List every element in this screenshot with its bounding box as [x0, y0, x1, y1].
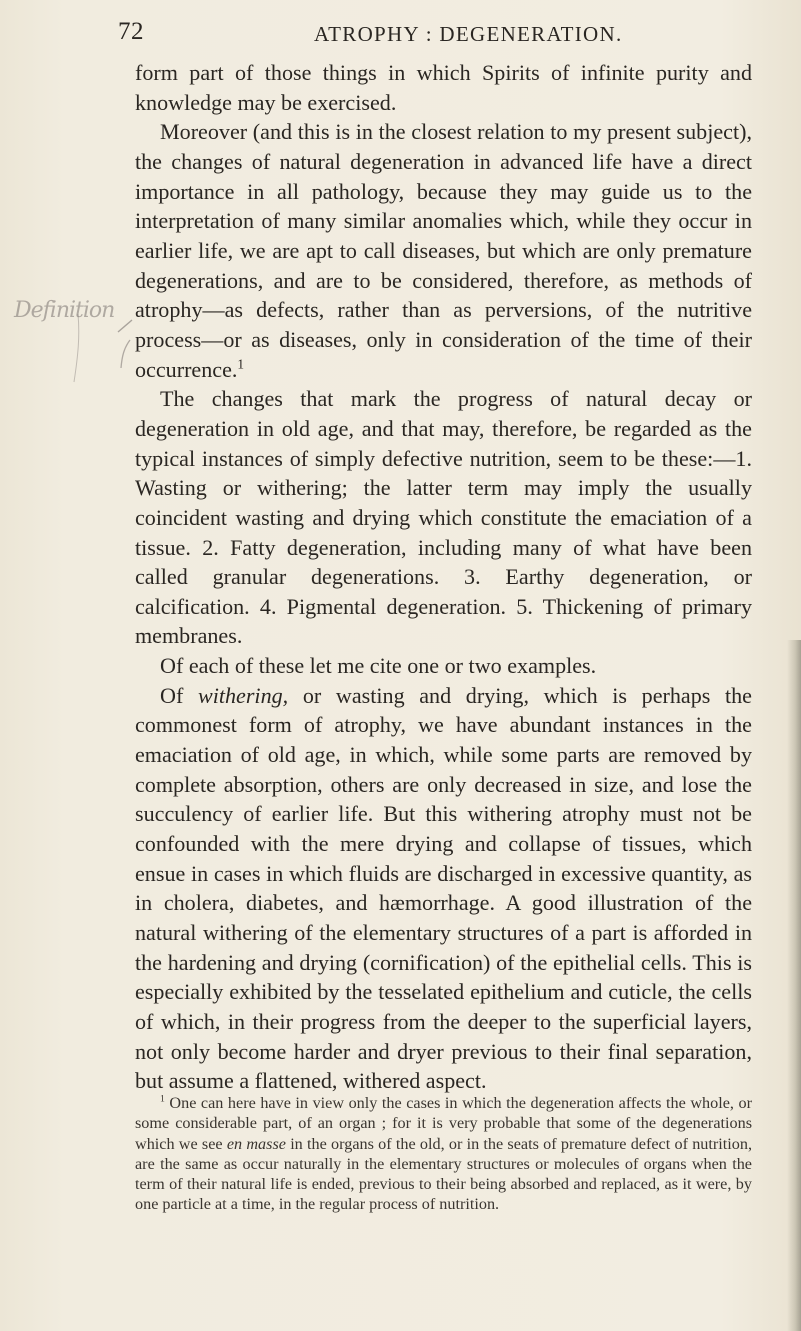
running-title: ATROPHY : DEGENERATION. [314, 22, 623, 46]
page-header [118, 18, 718, 54]
paragraph-continuation: form part of those things in which Spirits of infinite purity and knowledge may be exercised. [135, 60, 752, 115]
withering-text: or wasting and drying, which is perhaps the commonest form of atrophy, we have abundant instances in the emaciation of old age, in which, while some parts are removed by complete absorption, others are only decreased in size, and lose the succulency of earlier life. But this withering atrophy must not be confounded with the mere drying and collapse of tissues, which ensue in cases in which fluids are discharged in excessive quantity, as in cholera, diabetes, and hæmorrhage. A good illustration of the natural withering of the elementary structures of a part is afforded in the hardening and drying (cornification) of the epithelial cells. This is especially exhibited by the tesselated epithelium and cuticle, the cells of which, in their progress from the deeper to the superficial layers, not only become harder and dryer previous to their final separation, but assume a flattened, withered aspect. [135, 682, 752, 1094]
annotation-bracket-icon [8, 296, 136, 386]
footnote-reference: 1 [237, 356, 245, 372]
paragraph-changes: The changes that mark the progress of natural decay or degeneration in old age, and that may, therefore, be regarded as the typical instances of simply defective nutrition, seem to be these:—1. Wasting or withering; the latter term may imply the usually coincident wasting and drying which constitute the emaciation of a tissue. 2. Fatty degeneration, including many of what have been called granular degenerations. 3. Earthy degeneration, or calcification. 4. Pigmental degeneration. 5. Thickening of primary membranes. [135, 386, 752, 649]
main-text [135, 58, 752, 1096]
withering-term: withering, [197, 682, 289, 708]
footnote-italic: en masse [226, 1134, 286, 1153]
footnote-mark: 1 [160, 1093, 165, 1105]
page-number: 72 [118, 18, 144, 45]
paragraph-moreover [135, 117, 752, 384]
withering-lead: Of [160, 682, 184, 708]
footnote [135, 1093, 752, 1215]
handwritten-margin-note [8, 296, 136, 386]
paragraph-moreover-text: Moreover (and this is in the closest relation to my present subject), the changes of natural degeneration in advanced life have a direct importance in all pathology, because they may guide us to the interpretation of many similar anomalies which, while they occur in earlier life, we are apt to call diseases, but which are only premature degenerations, and are to be considered, therefore, as methods of atrophy—as defects, rather than as perversions, of the nutritive process—or as diseases, only in consideration of the time of their occurrence. [135, 119, 752, 382]
footnote-text-a: One can here have in view only the cases in which the degeneration affects the whole, or some considerable part, of an organ ; for it is very probable that some of the degenerations which we see [135, 1094, 752, 1153]
handwritten-annotation: Definition [14, 298, 115, 323]
footnote-text-b: in the organs of the old, or in the seats of premature defect of nutrition, are the same as occur naturally in the elementary structures or molecules of organs when the term of their natural life is ended, previous to their being absorbed and replaced, as it were, by one particle at a time, in the regular process of nutrition. [135, 1134, 753, 1214]
paragraph-withering [135, 681, 752, 1096]
paragraph-examples: Of each of these let me cite one or two examples. [160, 653, 597, 679]
page-edge-shadow [787, 640, 801, 1331]
